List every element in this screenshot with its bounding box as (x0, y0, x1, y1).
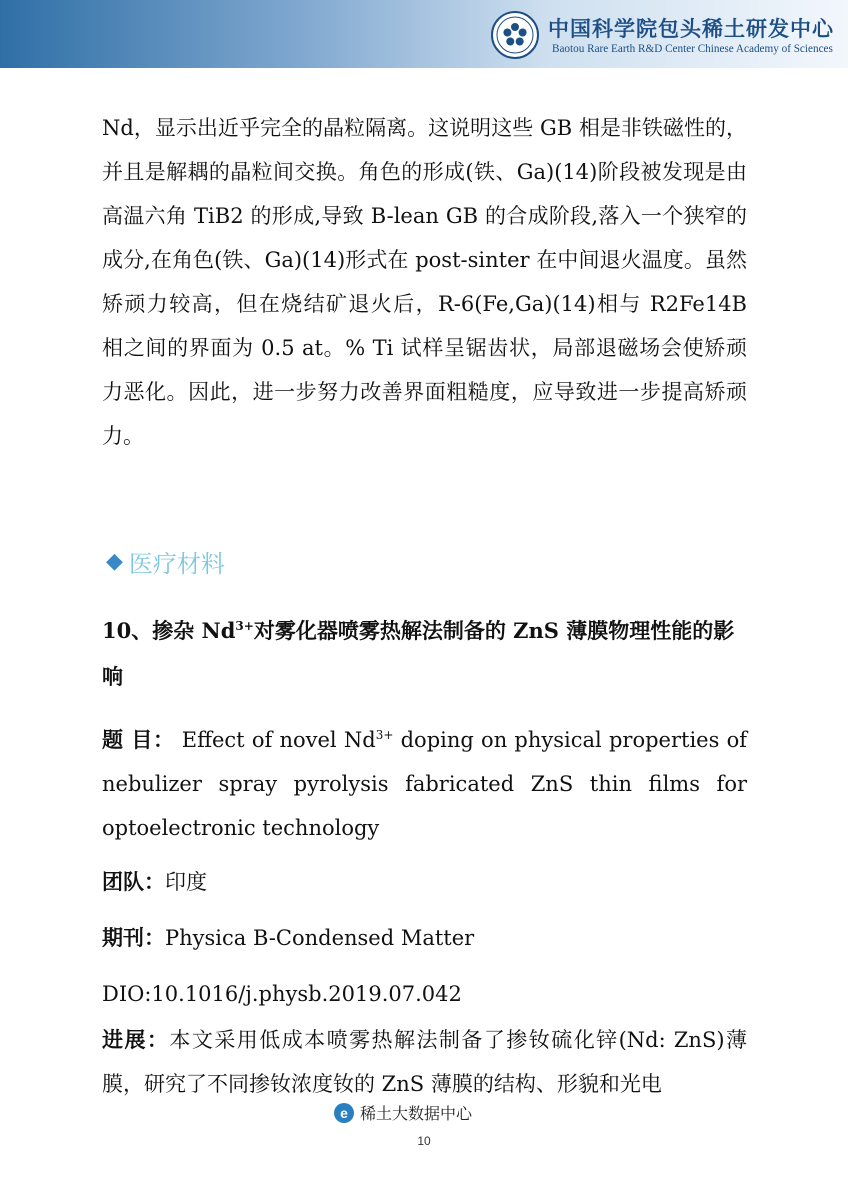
progress-line (102, 1018, 747, 1106)
progress-label: 进展： (102, 1028, 170, 1052)
article-title-prefix: 10、掺杂 Nd (102, 618, 236, 643)
article-english-title (102, 718, 747, 850)
title-en-suffix: doping on physical properties of nebulizer spray pyrolysis fabricated ZnS thin films for optoelectronic technology (102, 728, 748, 840)
journal-value: Physica B-Condensed Matter (165, 926, 475, 950)
header-banner (0, 0, 848, 68)
progress-value: 本文采用低成本喷雾热解法制备了掺钕硫化锌(Nd: ZnS)薄膜，研究了不同掺钕浓度钕的 ZnS 薄膜的结构、形貌和光电 (102, 1028, 747, 1096)
org-name-english: Baotou Rare Earth R&D Center Chinese Academy of Sciences (552, 43, 833, 55)
cas-seal-icon (491, 11, 539, 59)
org-name-chinese: 中国科学院包头稀土研发中心 (548, 17, 834, 41)
title-en-superscript: 3+ (375, 728, 394, 742)
journal-line (102, 916, 747, 960)
footer-brand-text: 稀土大数据中心 (360, 1104, 473, 1123)
doi-line: DIO:10.1016/j.physb.2019.07.042 (102, 982, 462, 1006)
article-title (102, 608, 747, 700)
team-line (102, 860, 747, 904)
body-paragraph: Nd，显示出近乎完全的晶粒隔离。这说明这些 GB 相是非铁磁性的，并且是解耦的晶粒间交换。角色的形成(铁、Ga)(14)阶段被发现是由高温六角 TiB2 的形成,导致 B-lean GB 的合成阶段,落入一个狭窄的成分,在角色(铁、Ga)(14)形式在 post-sinter 在中间退火温度。虽然矫顽力较高，但在烧结矿退火后，R-6(Fe,Ga)(14)相与 R2Fe14B 相之间的界面为 0.5 at。% Ti 试样呈锯齿状，局部退磁场会使矫顽力恶化。因此，进一步努力改善界面粗糙度，应导致进一步提高矫顽力。 (102, 116, 747, 448)
team-value: 印度 (165, 870, 207, 894)
big-data-logo-icon: e (334, 1103, 354, 1123)
article-title-superscript: 3+ (235, 619, 254, 633)
article-title-suffix: 对雾化器喷雾热解法制备的 ZnS 薄膜物理性能的影响 (102, 618, 735, 689)
page-number: 10 (417, 1134, 431, 1148)
section-title: 医疗材料 (128, 550, 225, 578)
diamond-bullet-icon: ◆ (106, 549, 123, 574)
team-label: 团队： (102, 870, 165, 894)
section-heading (106, 544, 225, 579)
title-label: 题 目： (102, 728, 175, 752)
journal-label: 期刊： (102, 926, 165, 950)
title-en-prefix: Effect of novel Nd (181, 728, 376, 752)
footer-brand (334, 1101, 472, 1124)
